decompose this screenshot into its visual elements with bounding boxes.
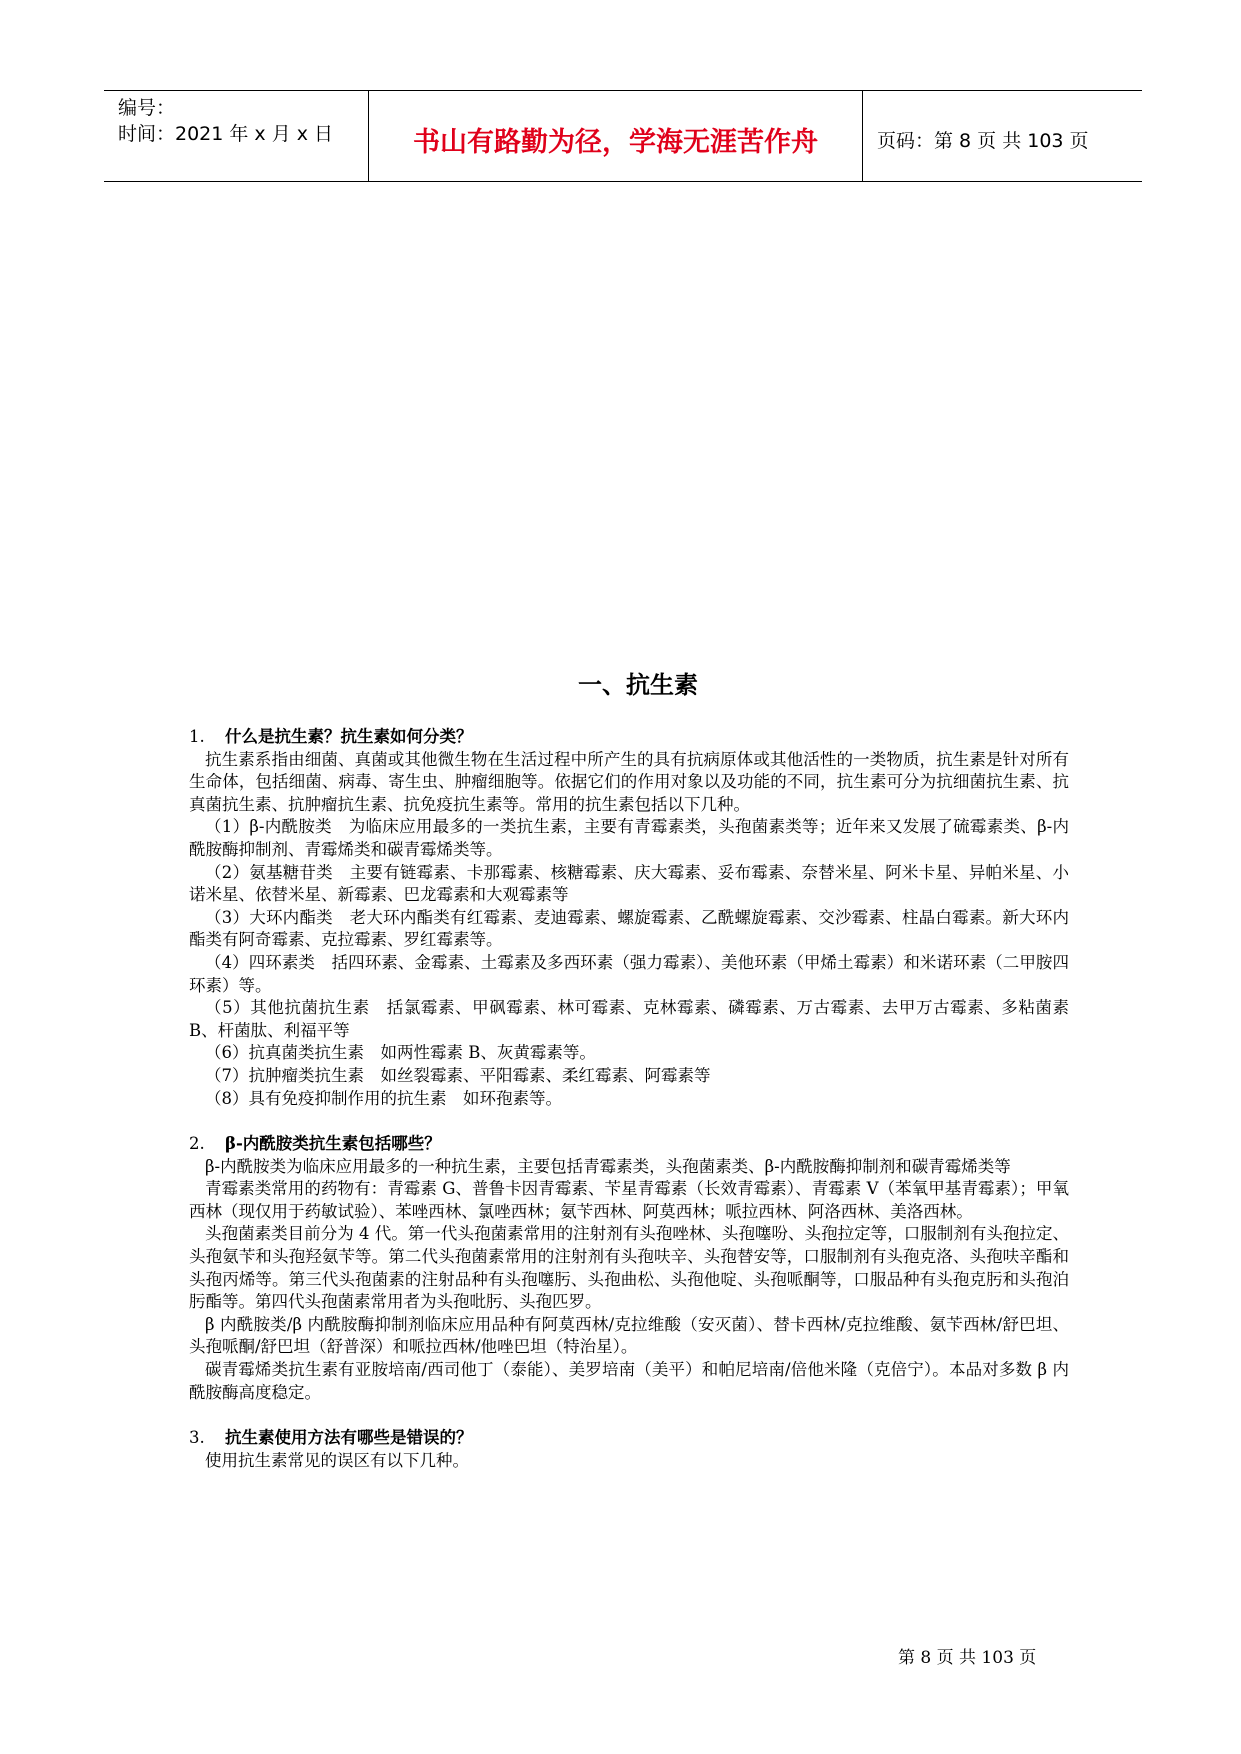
question-heading bbox=[189, 1133, 1069, 1156]
document-title: 一、抗生素 bbox=[578, 671, 698, 699]
sections-container bbox=[189, 726, 1069, 1472]
body-paragraph: （6）抗真菌类抗生素 如两性霉素 B、灰黄霉素等。 bbox=[205, 1043, 596, 1063]
question-number: 2. bbox=[189, 1134, 205, 1154]
body-paragraph: 碳青霉烯类抗生素有亚胺培南/西司他丁（泰能）、美罗培南（美平）和帕尼培南/倍他米隆（克倍宁）。本品对多数 β 内酰胺酶高度稳定。 bbox=[189, 1360, 1069, 1402]
body-paragraph: 抗生素系指由细菌、真菌或其他微生物在生活过程中所产生的具有抗病原体或其他活性的一类物质，抗生素是针对所有生命体，包括细菌、病毒、寄生虫、肿瘤细胞等。依据它们的作用对象以及功能的不同，抗生素可分为抗细菌抗生素、抗真菌抗生素、抗肿瘤抗生素、抗免疫抗生素等。常用的抗生素包括以下几种。 bbox=[189, 749, 1069, 814]
question-section bbox=[189, 1427, 1069, 1472]
header-motto-cell bbox=[369, 91, 863, 181]
body-paragraph: （7）抗肿瘤类抗生素 如丝裂霉素、平阳霉素、柔红霉素、阿霉素等 bbox=[205, 1065, 711, 1085]
document-body bbox=[189, 669, 1069, 1495]
question-heading bbox=[189, 726, 1069, 749]
header-page-number: 页码：第 8 页 共 103 页 bbox=[877, 130, 1089, 152]
body-paragraph: （4）四环素类 括四环素、金霉素、土霉素及多西环素（强力霉素）、美他环素（甲烯土霉素）和米诺环素（二甲胺四环素）等。 bbox=[189, 952, 1069, 995]
question-heading-text: 什么是抗生素？抗生素如何分类？ bbox=[225, 727, 473, 746]
page-header bbox=[104, 90, 1142, 182]
body-paragraph: （2）氨基糖苷类 主要有链霉素、卡那霉素、核糖霉素、庆大霉素、妥布霉素、奈替米星、阿米卡星、异帕米星、小诺米星、依替米星、新霉素、巴龙霉素和大观霉素等 bbox=[189, 862, 1069, 905]
body-paragraph: β-内酰胺类为临床应用最多的一种抗生素，主要包括青霉素类，头孢菌素类、β-内酰胺酶抑制剂和碳青霉烯类等 bbox=[205, 1156, 1011, 1176]
body-paragraph: 使用抗生素常见的误区有以下几种。 bbox=[205, 1450, 469, 1470]
document-number-label: 编号： bbox=[118, 97, 176, 119]
body-paragraph: 青霉素类常用的药物有：青霉素 G、普鲁卡因青霉素、苄星青霉素（长效青霉素）、青霉素 V（苯氧甲基青霉素）；甲氧西林（现仅用于药敏试验）、苯唑西林、氯唑西林；氨苄西林、阿莫西林；哌拉西林、阿洛西林、美洛西林。 bbox=[189, 1179, 1069, 1221]
question-heading bbox=[189, 1427, 1069, 1450]
body-paragraph: （3）大环内酯类 老大环内酯类有红霉素、麦迪霉素、螺旋霉素、乙酰螺旋霉素、交沙霉素、柱晶白霉素。新大环内酯类有阿奇霉素、克拉霉素、罗红霉素等。 bbox=[189, 907, 1069, 950]
header-motto: 书山有路勤为径，学海无涯苦作舟 bbox=[413, 127, 818, 158]
body-paragraph: （8）具有免疫抑制作用的抗生素 如环孢素等。 bbox=[205, 1088, 562, 1108]
question-heading-text: 抗生素使用方法有哪些是错误的？ bbox=[225, 1428, 473, 1448]
body-paragraph: （5）其他抗菌抗生素 括氯霉素、甲砜霉素、林可霉素、克林霉素、磷霉素、万古霉素、去甲万古霉素、多粘菌素 B、杆菌肽、利福平等 bbox=[189, 998, 1069, 1040]
body-paragraph: β 内酰胺类/β 内酰胺酶抑制剂临床应用品种有阿莫西林/克拉维酸（安灭菌）、替卡西林/克拉维酸、氨苄西林/舒巴坦、头孢哌酮/舒巴坦（舒普深）和哌拉西林/他唑巴坦（特治星）。 bbox=[189, 1314, 1069, 1357]
question-number: 1. bbox=[189, 727, 205, 746]
question-section bbox=[189, 1133, 1069, 1404]
footer-page-number: 第 8 页 共 103 页 bbox=[898, 1648, 1037, 1668]
document-time-label: 时间：2021 年 x 月 x 日 bbox=[118, 123, 334, 145]
question-heading-text: β-内酰胺类抗生素包括哪些？ bbox=[225, 1134, 441, 1154]
question-section bbox=[189, 726, 1069, 1110]
body-paragraph: 头孢菌素类目前分为 4 代。第一代头孢菌素常用的注射剂有头孢唑林、头孢噻吩、头孢拉定等，口服制剂有头孢拉定、头孢氨苄和头孢羟氨苄等。第二代头孢菌素常用的注射剂有头孢呋辛、头孢替安等，口服制剂有头孢克洛、头孢呋辛酯和头孢丙烯等。第三代头孢菌素的注射品种有头孢噻肟、头孢曲松、头孢他啶、头孢哌酮等，口服品种有头孢克肟和头孢泊肟酯等。第四代头孢菌素常用者为头孢吡肟、头孢匹罗。 bbox=[189, 1224, 1069, 1312]
header-left-cell bbox=[104, 91, 369, 181]
question-number: 3. bbox=[189, 1428, 205, 1448]
body-paragraph: （1）β-内酰胺类 为临床应用最多的一类抗生素，主要有青霉素类，头孢菌素类等；近年来又发展了硫霉素类、β-内酰胺酶抑制剂、青霉烯类和碳青霉烯类等。 bbox=[189, 817, 1069, 859]
header-page-cell bbox=[863, 91, 1142, 181]
